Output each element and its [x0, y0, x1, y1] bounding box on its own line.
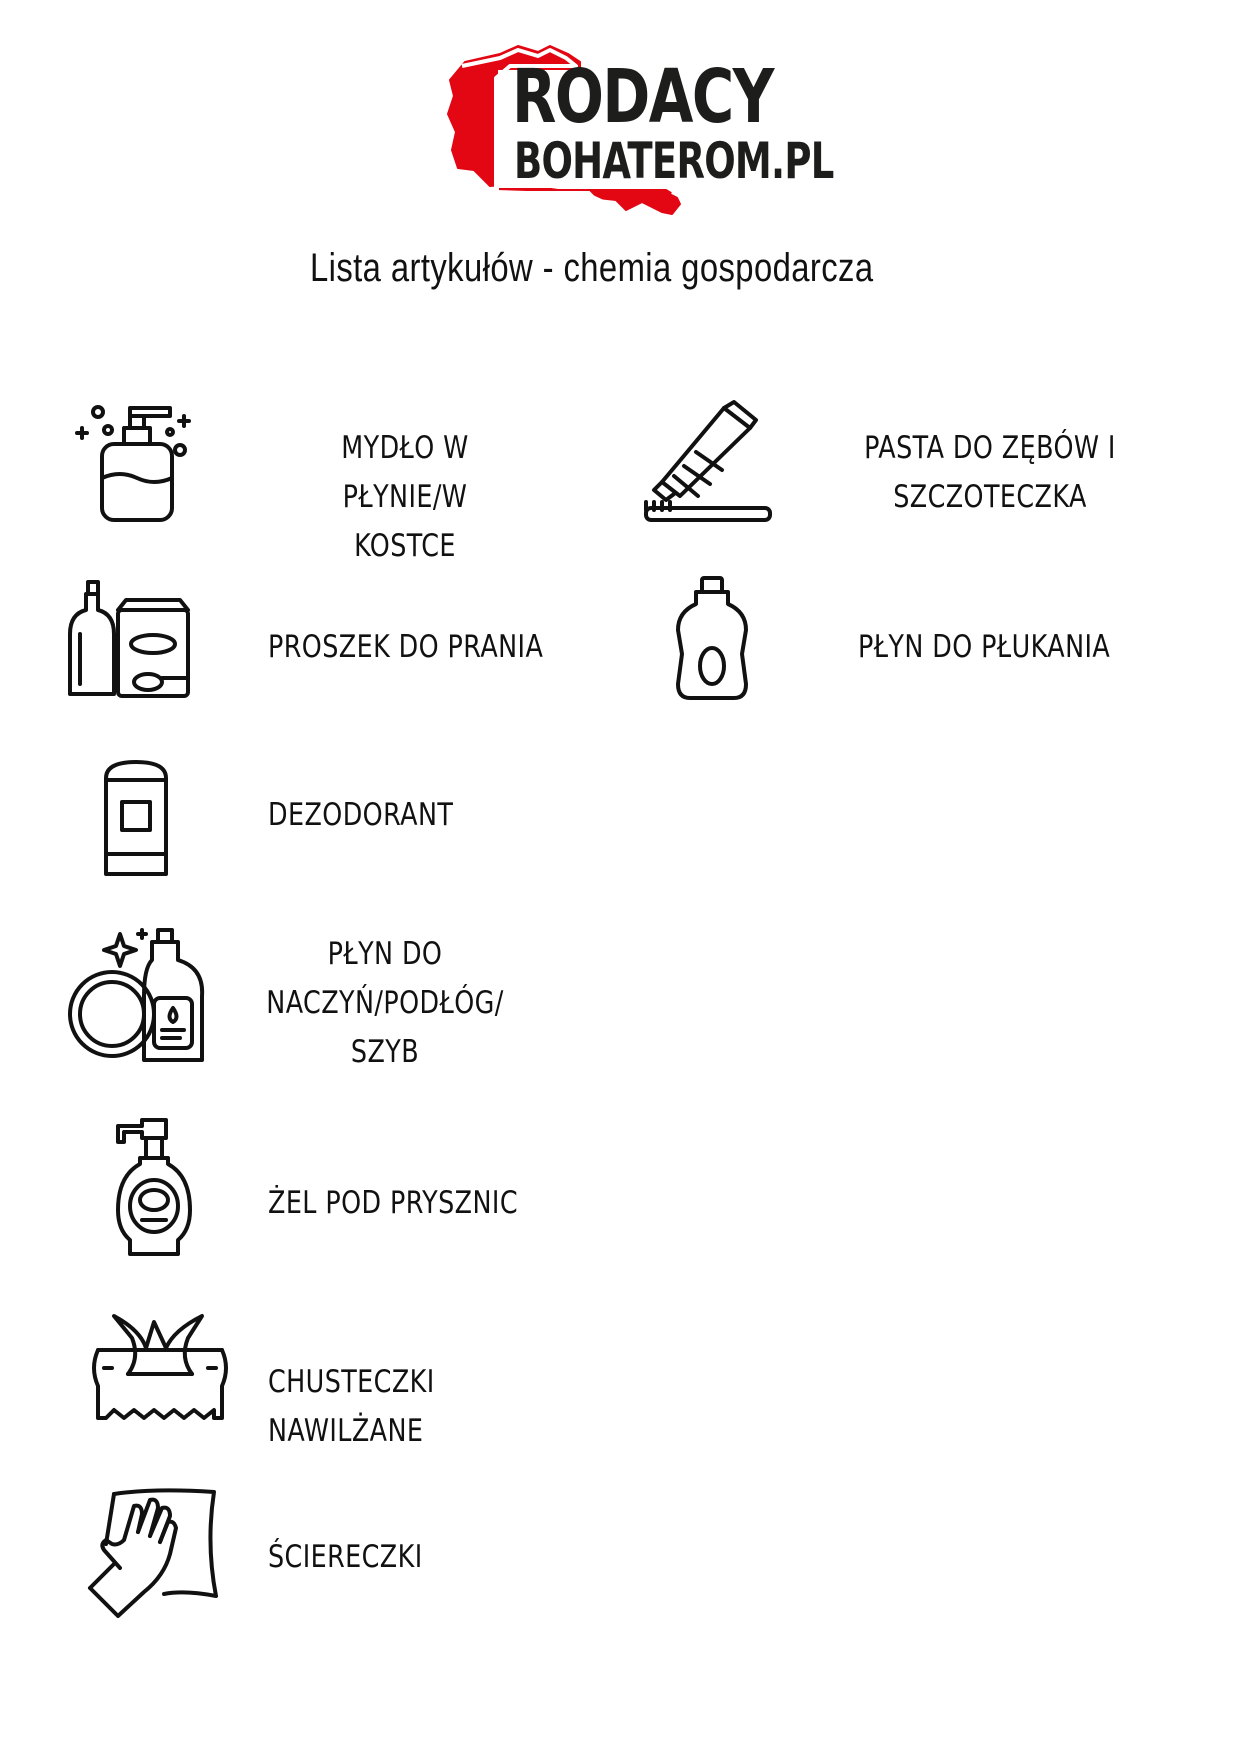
deodorant-stick-icon: [96, 756, 176, 878]
logo: [440, 40, 834, 220]
item-label-dish-soap: PŁYN DO NACZYŃ/PODŁÓG/ SZYB: [266, 936, 504, 1070]
dish-soap-plate-icon: [64, 924, 214, 1070]
fabric-softener-bottle-icon: [672, 574, 752, 704]
page-title: Lista artykułów - chemia gospodarcza: [310, 246, 874, 290]
item-label-toothpaste: PASTA DO ZĘBÓW I SZCZOTECZKA: [864, 430, 1116, 515]
item-label-wet-wipes: CHUSTECZKI NAWILŻANE: [268, 1364, 435, 1449]
item-label-laundry-detergent: PROSZEK DO PRANIA: [268, 629, 544, 665]
hand-cleaning-cloth-icon: [84, 1484, 224, 1624]
item-label-cleaning-cloths: ŚCIERECZKI: [268, 1539, 423, 1575]
item-label-liquid-soap: MYDŁO W PŁYNIE/W KOSTCE: [341, 430, 469, 564]
logo-text-line1: RODACY: [512, 54, 773, 140]
item-label-fabric-softener: PŁYN DO PŁUKANIA: [858, 629, 1111, 665]
liquid-soap-dispenser-icon: [72, 398, 202, 528]
laundry-detergent-icon: [64, 574, 204, 704]
item-label-deodorant: DEZODORANT: [268, 797, 454, 833]
wet-wipes-pack-icon: [84, 1308, 230, 1428]
item-label-shower-gel: ŻEL POD PRYSZNIC: [268, 1185, 518, 1221]
shower-gel-pump-icon: [106, 1114, 206, 1260]
logo-text-line2: BOHATEROM.PL: [514, 132, 834, 190]
toothpaste-toothbrush-icon: [640, 398, 780, 528]
